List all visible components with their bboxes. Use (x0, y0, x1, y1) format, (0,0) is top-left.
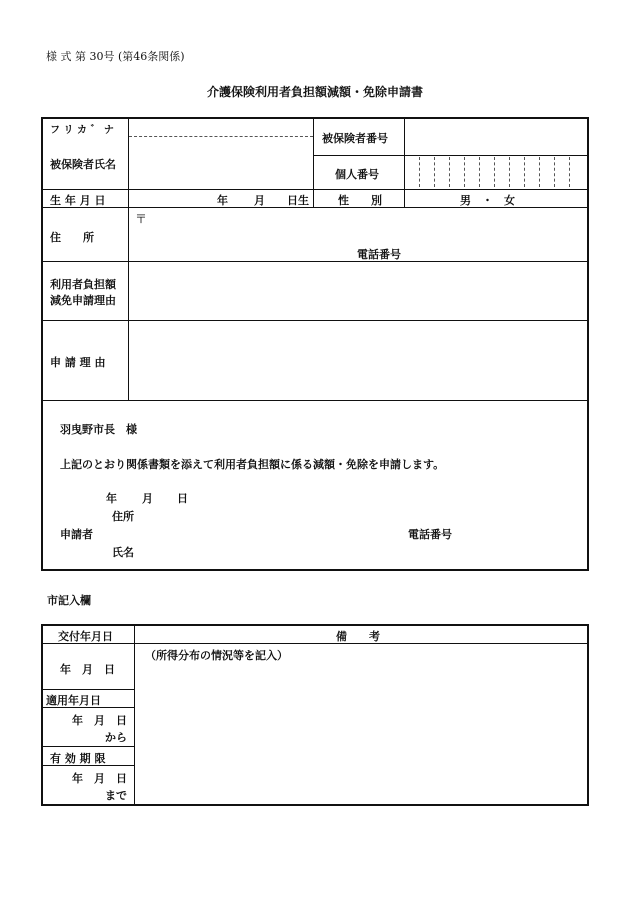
personal-number-label: 個人番号 (335, 168, 379, 181)
apply-date-label: 適用年月日 (46, 694, 101, 707)
furigana-label: フ リ カ ゛ ナ (50, 125, 114, 136)
apply-date-value: 年 月 日 (72, 714, 127, 727)
declaration-name-label: 氏名 (112, 546, 134, 559)
insured-name-input[interactable] (130, 138, 312, 188)
addressee: 羽曳野市長 様 (60, 423, 137, 436)
birthdate-label: 生 年 月 日 (50, 194, 106, 207)
remarks-input[interactable] (136, 662, 587, 804)
issue-date-value: 年 月 日 (60, 663, 115, 676)
issue-date-label: 交付年月日 (58, 630, 113, 643)
reduction-reason-label-1: 利用者負担額 (50, 278, 116, 291)
reduction-reason-label-2: 減免申請理由 (50, 294, 116, 307)
insured-number-label: 被保険者番号 (322, 132, 388, 145)
remarks-note: （所得分布の情況等を記入） (145, 649, 288, 662)
until-label: まで (105, 789, 127, 802)
declaration-address-label: 住所 (112, 510, 134, 523)
birthdate-day: 日生 (287, 194, 309, 207)
reduction-reason-input[interactable] (130, 263, 587, 319)
declaration-statement: 上記のとおり関係書類を添えて利用者負担額に係る減額・免除を申請します。 (60, 458, 445, 471)
birthdate-year: 年 (217, 194, 228, 207)
declaration-month: 月 (142, 492, 153, 505)
application-reason-input[interactable] (130, 322, 587, 399)
remarks-label: 備 考 (336, 630, 380, 643)
application-reason-label: 申 請 理 由 (50, 356, 106, 369)
insured-name-label: 被保険者氏名 (50, 158, 116, 171)
form-title: 介護保険利用者負担額減額・免除申請書 (206, 85, 423, 99)
phone-label: 電話番号 (357, 248, 401, 261)
office-section-heading: 市記入欄 (47, 594, 91, 607)
declaration-day: 日 (177, 492, 188, 505)
sex-label: 性 別 (338, 194, 382, 207)
form-number: 様 式 第 30号 (第46条関係) (46, 50, 185, 63)
valid-until-value: 年 月 日 (72, 772, 127, 785)
declaration-phone-label: 電話番号 (408, 528, 452, 541)
address-input[interactable] (150, 209, 587, 243)
applicant-label: 申請者 (60, 528, 93, 541)
valid-until-label: 有 効 期 限 (50, 752, 106, 765)
birthdate-month: 月 (254, 194, 265, 207)
furigana-input[interactable] (130, 119, 312, 135)
from-label: から (105, 731, 127, 744)
postal-mark: 〒 (135, 212, 148, 226)
declaration-year: 年 (106, 492, 117, 505)
birthdate-input[interactable] (130, 191, 312, 206)
personal-number-input[interactable] (406, 157, 587, 188)
address-label: 住 所 (50, 231, 94, 244)
sex-options[interactable]: 男 ・ 女 (460, 194, 515, 207)
insured-number-input[interactable] (406, 119, 587, 154)
